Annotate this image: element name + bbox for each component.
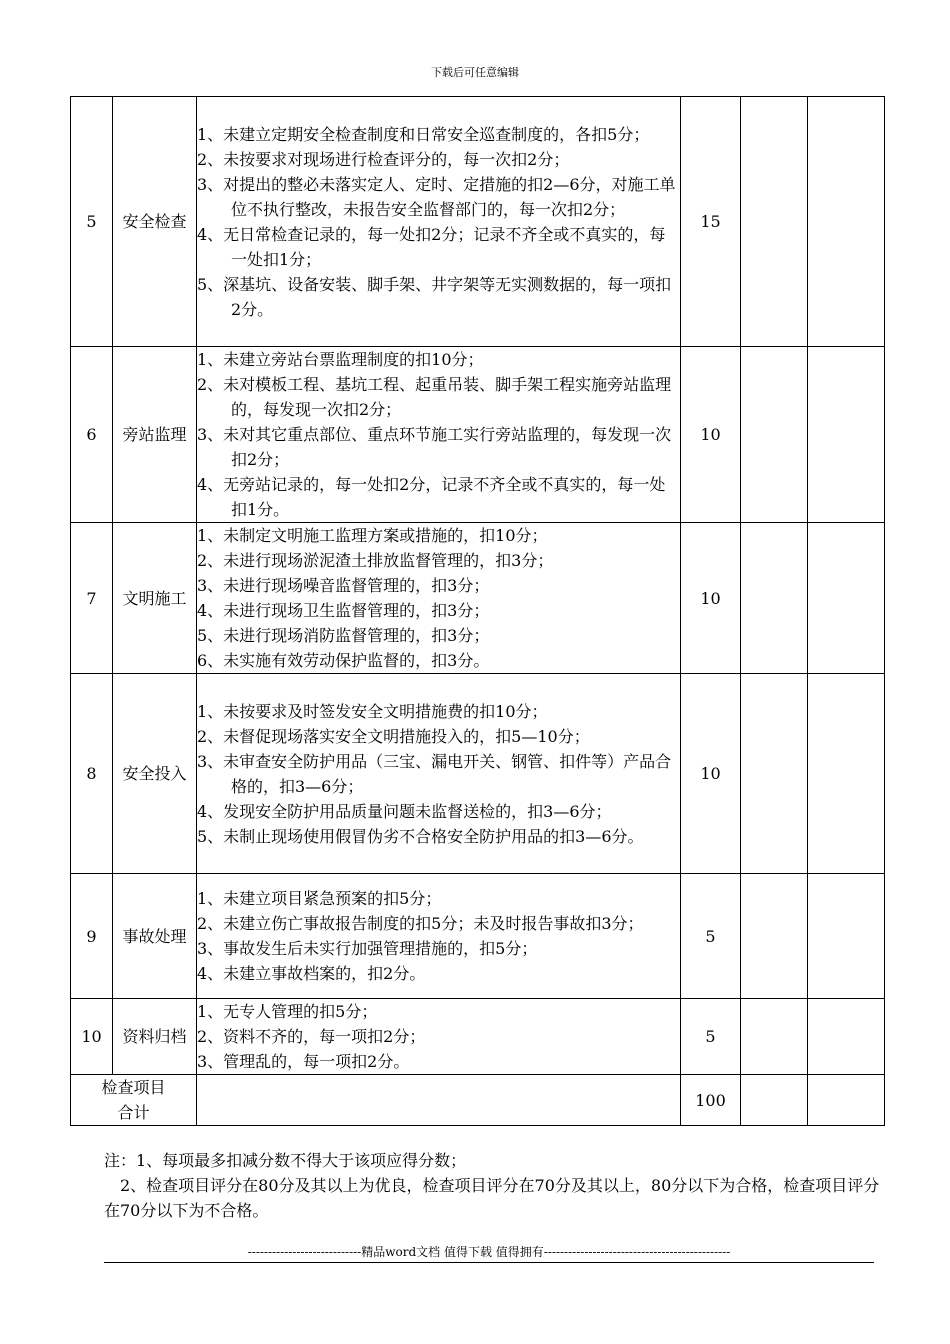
criteria-item: 1、未按要求及时签发安全文明措施费的扣10分； bbox=[197, 701, 548, 721]
deduction-criteria bbox=[197, 97, 681, 347]
standard-score: 10 bbox=[681, 523, 741, 674]
criteria-item: 4、未进行现场卫生监督管理的，扣3分； bbox=[197, 601, 490, 620]
scoring-notes bbox=[104, 1148, 882, 1223]
actual-score-cell bbox=[808, 874, 885, 999]
criteria-item: 4、未建立事故档案的，扣2分。 bbox=[197, 964, 426, 983]
criteria-item: 1、未制定文明施工监理方案或措施的，扣10分； bbox=[197, 526, 548, 545]
note-line-1: 注：1、每项最多扣减分数不得大于该项应得分数； bbox=[104, 1151, 467, 1170]
table-row bbox=[71, 674, 885, 874]
criteria-item: 4、发现安全防护用品质量问题未监督送检的，扣3—6分； bbox=[197, 801, 612, 821]
deducted-score-cell bbox=[741, 347, 808, 523]
criteria-item: 2、未进行现场淤泥渣土排放监督管理的，扣3分； bbox=[197, 551, 554, 570]
standard-score: 5 bbox=[681, 874, 741, 999]
deduction-criteria bbox=[197, 999, 681, 1075]
actual-score-cell bbox=[808, 347, 885, 523]
inspection-item-name: 安全检查 bbox=[113, 97, 197, 347]
criteria-item: 3、管理乱的，每一项扣2分。 bbox=[197, 1052, 410, 1071]
criteria-item: 1、未建立旁站台票监理制度的扣10分； bbox=[197, 350, 484, 369]
criteria-item: 4、无旁站记录的，每一处扣2分，记录不齐全或不真实的，每一处扣1分。 bbox=[197, 475, 666, 519]
criteria-item: 1、无专人管理的扣5分； bbox=[197, 1002, 378, 1021]
deducted-score-cell bbox=[741, 523, 808, 674]
deducted-score-cell bbox=[741, 874, 808, 999]
criteria-item: 3、未审查安全防护用品（三宝、漏电开关、钢管、扣件等）产品合格的，扣3—6分； bbox=[197, 751, 672, 796]
criteria-item: 1、未建立定期安全检查制度和日常安全巡查制度的，各扣5分； bbox=[197, 124, 650, 144]
deduction-criteria bbox=[197, 674, 681, 874]
criteria-item: 2、未督促现场落实安全文明措施投入的，扣5—10分； bbox=[197, 726, 590, 746]
deducted-score-cell bbox=[741, 999, 808, 1075]
total-row bbox=[71, 1075, 885, 1126]
table-row bbox=[71, 347, 885, 523]
inspection-item-name: 旁站监理 bbox=[113, 347, 197, 523]
criteria-item: 3、对提出的整必未落实定人、定时、定措施的扣2—6分，对施工单位不执行整改，未报告安全监督部门的，每一次扣2分； bbox=[197, 174, 676, 219]
criteria-item: 2、未对模板工程、基坑工程、起重吊装、脚手架工程实施旁站监理的，每发现一次扣2分； bbox=[197, 375, 672, 419]
deducted-score-cell bbox=[741, 97, 808, 347]
page-header: 下载后可任意编辑 bbox=[431, 66, 519, 79]
criteria-item: 1、未建立项目紧急预案的扣5分； bbox=[197, 889, 442, 908]
deduction-criteria bbox=[197, 523, 681, 674]
total-score: 100 bbox=[681, 1075, 741, 1126]
criteria-item: 3、事故发生后未实行加强管理措施的，扣5分； bbox=[197, 939, 538, 958]
row-number: 5 bbox=[71, 97, 113, 347]
table-row bbox=[71, 97, 885, 347]
inspection-item-name: 安全投入 bbox=[113, 674, 197, 874]
deducted-score-cell bbox=[741, 674, 808, 874]
standard-score: 10 bbox=[681, 674, 741, 874]
inspection-item-name: 资料归档 bbox=[113, 999, 197, 1075]
inspection-item-name: 事故处理 bbox=[113, 874, 197, 999]
criteria-item: 3、未对其它重点部位、重点环节施工实行旁站监理的，每发现一次扣2分； bbox=[197, 425, 672, 469]
total-label-text: 检查项目合计 bbox=[101, 1078, 166, 1122]
criteria-item: 3、未进行现场噪音监督管理的，扣3分； bbox=[197, 576, 490, 595]
deduction-criteria bbox=[197, 874, 681, 999]
criteria-item: 2、未按要求对现场进行检查评分的，每一次扣2分； bbox=[197, 149, 570, 169]
footer-divider bbox=[104, 1262, 874, 1263]
criteria-item: 2、资料不齐的，每一项扣2分； bbox=[197, 1027, 426, 1046]
row-number: 7 bbox=[71, 523, 113, 674]
total-label bbox=[71, 1075, 197, 1126]
page-footer: ----------------------------精品word文档 值得下载 值得拥有---------------------------------------------- bbox=[247, 1245, 731, 1259]
table-row bbox=[71, 999, 885, 1075]
criteria-item: 5、未制止现场使用假冒伪劣不合格安全防护用品的扣3—6分。 bbox=[197, 826, 644, 846]
row-number: 8 bbox=[71, 674, 113, 874]
inspection-score-table bbox=[70, 96, 885, 1126]
row-number: 9 bbox=[71, 874, 113, 999]
criteria-item: 4、无日常检查记录的，每一处扣2分；记录不齐全或不真实的，每一处扣1分； bbox=[197, 224, 666, 269]
standard-score: 5 bbox=[681, 999, 741, 1075]
table-row bbox=[71, 874, 885, 999]
criteria-item: 2、未建立伤亡事故报告制度的扣5分；未及时报告事故扣3分； bbox=[197, 914, 644, 933]
standard-score: 10 bbox=[681, 347, 741, 523]
actual-score-cell bbox=[808, 97, 885, 347]
actual-score-cell bbox=[808, 674, 885, 874]
total-actual-cell bbox=[808, 1075, 885, 1126]
deduction-criteria bbox=[197, 347, 681, 523]
table-row bbox=[71, 523, 885, 674]
row-number: 10 bbox=[71, 999, 113, 1075]
actual-score-cell bbox=[808, 523, 885, 674]
total-deducted-cell bbox=[741, 1075, 808, 1126]
standard-score: 15 bbox=[681, 97, 741, 347]
inspection-item-name: 文明施工 bbox=[113, 523, 197, 674]
total-criteria-cell bbox=[197, 1075, 681, 1126]
criteria-item: 6、未实施有效劳动保护监督的，扣3分。 bbox=[197, 651, 490, 670]
row-number: 6 bbox=[71, 347, 113, 523]
actual-score-cell bbox=[808, 999, 885, 1075]
criteria-item: 5、未进行现场消防监督管理的，扣3分； bbox=[197, 626, 490, 645]
note-line-2: 2、检查项目评分在80分及其以上为优良，检查项目评分在70分及其以上，80分以下为合格，检查项目评分在70分以下为不合格。 bbox=[104, 1176, 880, 1220]
criteria-item: 5、深基坑、设备安装、脚手架、井字架等无实测数据的，每一项扣2分。 bbox=[197, 274, 672, 319]
